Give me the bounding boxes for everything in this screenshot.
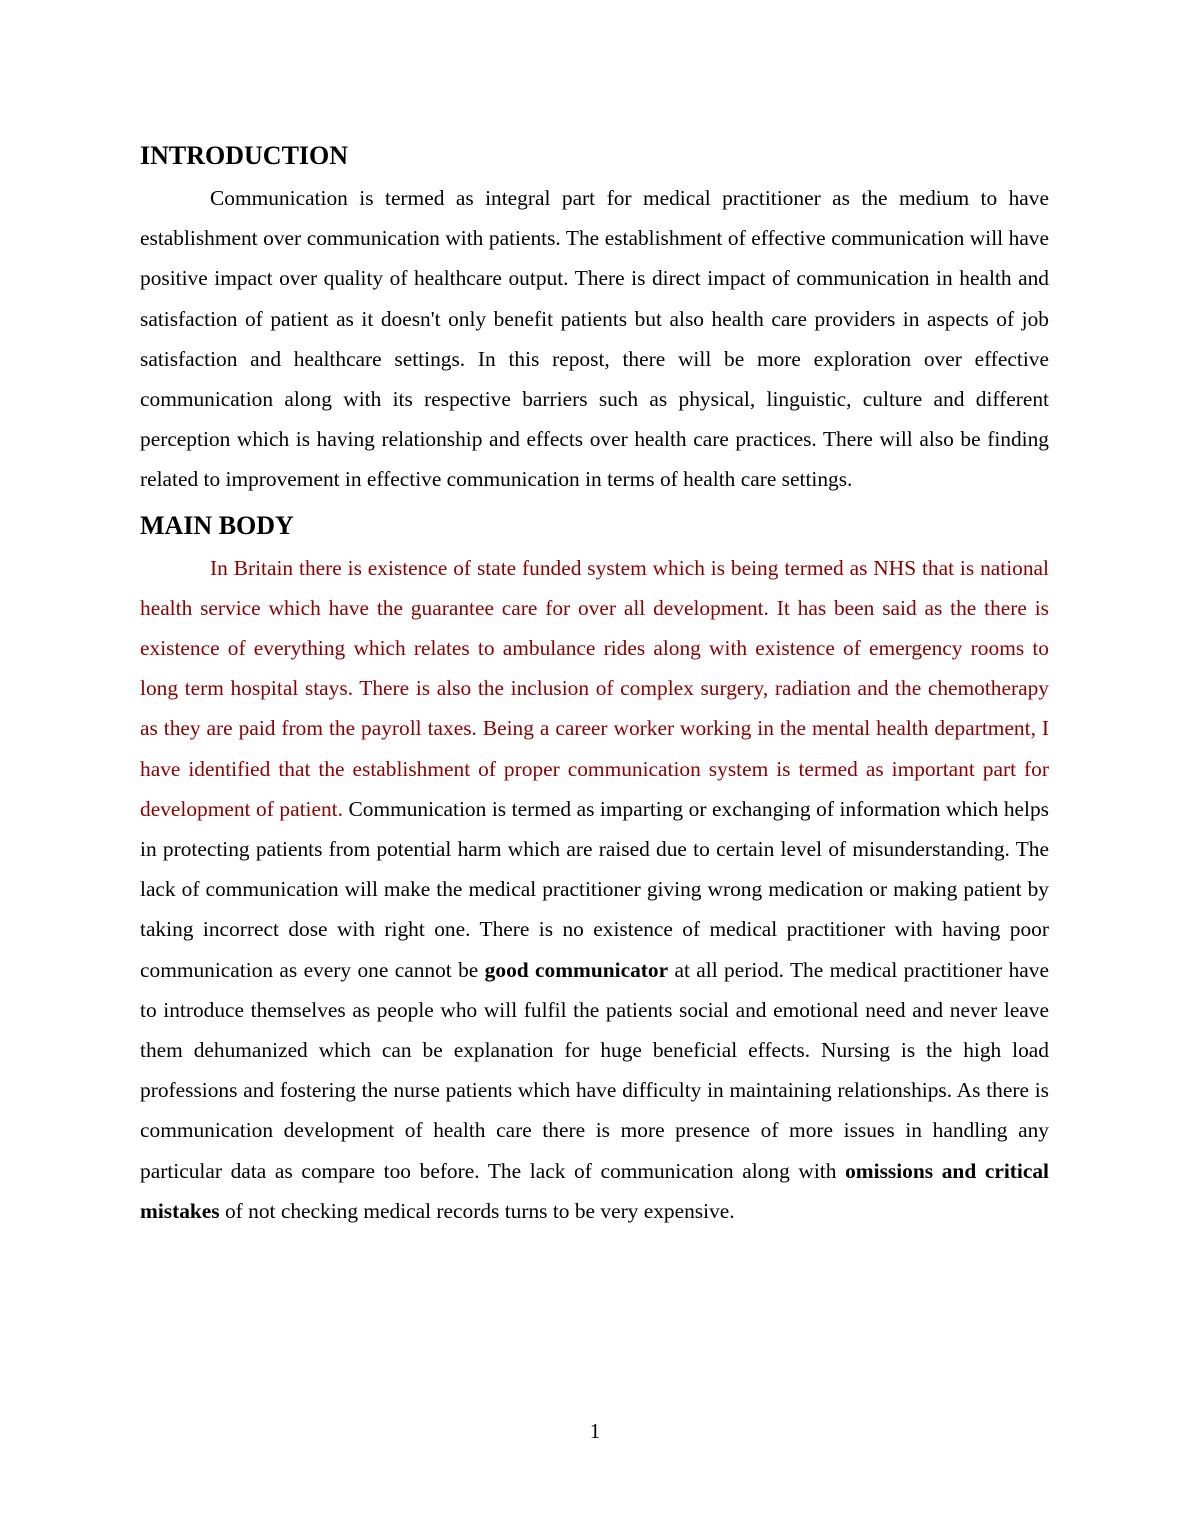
bold-phrase-good-communicator: good communicator [484, 957, 669, 982]
body-text-segment: of not checking medical records turns to be very expensive. [219, 1198, 735, 1223]
page-content [140, 138, 1049, 1231]
body-text-segment: at all period. The medical practitioner have to introduce themselves as people who will fulfil the patients social and emotional need and never leave them dehumanized which can be explanation for huge beneficial effects. Nursing is the high load professions and fostering the nurse patients which have difficulty in maintaining relationships. As there is communication development of health care there is more presence of more issues in handling any particular data as compare too before. The lack of communication along with [140, 957, 1049, 1183]
introduction-heading: INTRODUCTION [140, 141, 349, 170]
body-text-segment: Communication is termed as imparting or exchanging of information which helps in protecting patients from potential harm which are raised due to certain level of misunderstanding. The lack of communication will make the medical practitioner giving wrong medication or making patient by taking incorrect dose with right one. There is no existence of medical practitioner with having poor communication as every one cannot be [140, 796, 1049, 982]
bold-phrase-omissions: omissions and critical mistakes [140, 1158, 1049, 1223]
main-body-paragraph [140, 548, 1049, 1231]
introduction-paragraph: Communication is termed as integral part for medical practitioner as the medium to have establishment over communication with patients. The establishment of effective communication will have positive impact over quality of healthcare output. There is direct impact of communication in health and satisfaction of patient as it doesn't only benefit patients but also health care providers in aspects of job satisfaction and healthcare settings. In this repost, there will be more exploration over effective communication along with its respective barriers such as physical, linguistic, culture and different perception which is having relationship and effects over health care practices. There will also be finding related to improvement in effective communication in terms of health care settings. [140, 186, 1049, 492]
main-body-heading: MAIN BODY [140, 510, 294, 540]
highlighted-text: In Britain there is existence of state funded system which is being termed as NHS that is national health service which have the guarantee care for over all development. It has been said as the there is existence of everything which relates to ambulance rides along with existence of emergency rooms to long term hospital stays. There is also the inclusion of complex surgery, radiation and the chemotherapy as they are paid from the payroll taxes. Being a career worker working in the mental health department, I have identified that the establishment of proper communication system is termed as important part for development of patient. [140, 555, 1049, 821]
page-number: 1 [589, 1419, 601, 1443]
